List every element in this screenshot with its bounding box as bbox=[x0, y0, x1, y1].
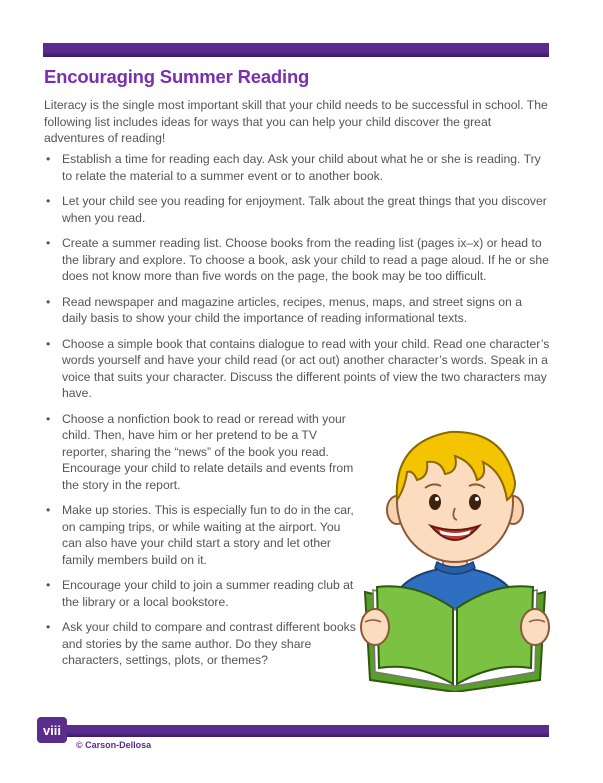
list-item: • Read newspaper and magazine articles, recipes, menus, maps, and street signs on a daily basis to show your child the importance of reading informational texts. bbox=[44, 294, 550, 327]
page-number: viii bbox=[42, 722, 62, 738]
top-divider-bar bbox=[43, 43, 549, 57]
list-item: • Choose a nonfiction book to read or reread with your child. Then, have him or her pretend to be a TV reporter, sharing the “news” of the book you read. Encourage your child to relate details and events from the story in the report. bbox=[44, 411, 359, 494]
list-item: • Establish a time for reading each day. Ask your child about what he or she is reading. Try to relate the material to a summer event or to another book. bbox=[44, 151, 550, 184]
child-reading-book-icon bbox=[355, 422, 555, 692]
page-title: Encouraging Summer Reading bbox=[44, 66, 310, 87]
list-item: • Encourage your child to join a summer reading club at the library or a local bookstore. bbox=[44, 577, 359, 610]
bottom-divider-bar bbox=[42, 722, 549, 738]
list-item: • Make up stories. This is especially fun to do in the car, on camping trips, or while waiting at the airport. You can also have your child start a story and let other family members build on it. bbox=[44, 502, 359, 568]
page-number-badge bbox=[37, 717, 67, 743]
list-item: • Ask your child to compare and contrast different books and stories by the same author. Do they share characters, settings, plots, or themes? bbox=[44, 619, 359, 669]
list-item: • Choose a simple book that contains dialogue to read with your child. Read one character’s words yourself and have your child read (or act out) another character’s words. Speak in a voice that suits your character. Discuss the different points of view the two characters may have. bbox=[44, 336, 550, 402]
intro-paragraph: Literacy is the single most important skill that your child needs to be successful in school. The following list includes ideas for ways that you can help your child discover the great adventures of reading! bbox=[44, 98, 548, 145]
list-item: • Let your child see you reading for enjoyment. Talk about the great things that you discover when you read. bbox=[44, 193, 550, 226]
list-item: • Create a summer reading list. Choose books from the reading list (pages ix–x) or head to the library and explore. To choose a book, ask your child to read a page aloud. If he or she does not know more than five words on the page, the book may be too difficult. bbox=[44, 235, 550, 285]
copyright-text: © Carson-Dellosa bbox=[76, 740, 152, 750]
